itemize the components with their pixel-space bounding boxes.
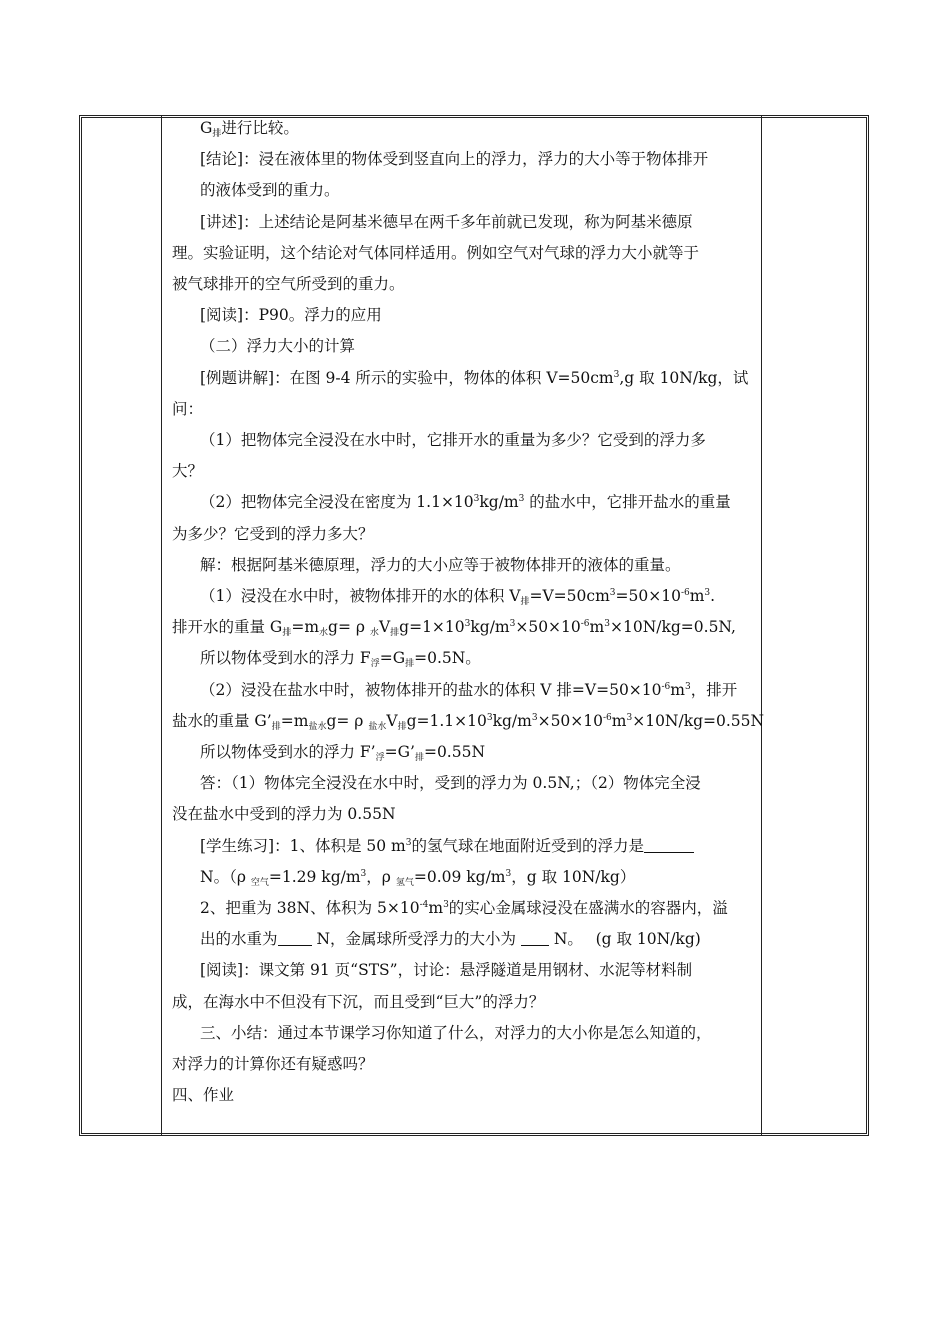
formula-line: 所以物体受到水的浮力 $F_浮=G_排=0.5N$。 bbox=[200, 649, 481, 670]
text-line: 对浮力的计算你还有疑惑吗？ bbox=[172, 1055, 374, 1074]
text-line: 问： bbox=[172, 399, 204, 418]
solution-line: （2）浸没在盐水中时，被物体排开的盐水的体积 V 排$=V=50\times 10^{-6}m^3$，排开 bbox=[200, 680, 738, 699]
formula-line: 排开水的重量 $G_排=m_水g= \rho$ $_水V_排g=1\times 10^3kg/m^3\times 50\times 10^{-6}m^3\times 10N/kg=0.5N$, bbox=[172, 618, 736, 639]
example-line: [例题讲解]：在图 9-4 所示的实验中，物体的体积 $V=50cm^3,g$ 取 10N/kg，试 bbox=[200, 368, 749, 387]
exercise-line: 出的水重为 N，金属球所受浮力的大小为 N。 (g 取 10N/kg) bbox=[200, 930, 701, 949]
formula-line: 盐水的重量 $G’_排=m_{盐水}g= \rho$ $_{盐水}V_排g=1.1\times 10^3kg/m^3\times 50\times 10^{-6}m^3\times 10N/kg=0.55N$ bbox=[172, 711, 765, 732]
reading-line: [阅读]：课文第 91 页“STS”，讨论：悬浮隧道是用钢材、水泥等材料制 bbox=[200, 961, 693, 980]
reading-line: [阅读]：P90。浮力的应用 bbox=[200, 306, 382, 325]
answer-blank bbox=[521, 931, 549, 946]
text-line: 的液体受到的重力。 bbox=[200, 181, 340, 200]
section-heading: （二）浮力大小的计算 bbox=[200, 337, 356, 356]
solution-line: 解：根据阿基米德原理，浮力的大小应等于被物体排开的液体的重量。 bbox=[200, 555, 681, 574]
exercise-line: 2、把重为 38N、体积为 $5\times 10^{-4}m^3$的实心金属球浸没在盛满水的容器内，溢 bbox=[200, 899, 728, 918]
text-line: 成，在海水中不但没有下沉，而且受到“巨大”的浮力？ bbox=[172, 992, 545, 1011]
exercise-line: [学生练习]：1、体积是 50 $m^3$的氢气球在地面附近受到的浮力是 bbox=[172, 831, 756, 862]
exercise-line: N。（ρ $_{空气}$=1.29 $kg/m^3$，ρ $_{氢气}$=0.09 $kg/m^3$，g 取 10N/kg） bbox=[200, 867, 636, 888]
answer-line: 答：（1）物体完全浸没在水中时，受到的浮力为 0.5N,；（2）物体完全浸 bbox=[200, 774, 701, 793]
text-line: 被气球排开的空气所受到的重力。 bbox=[172, 275, 405, 294]
summary-line: 三、小结：通过本节课学习你知道了什么，对浮力的大小你是怎么知道的， bbox=[200, 1023, 712, 1042]
question-line: （1）把物体完全浸没在水中时，它排开水的重量为多少？它受到的浮力多 bbox=[200, 431, 706, 450]
narration-line: [讲述]：上述结论是阿基米德早在两千多年前就已发现，称为阿基米德原 bbox=[200, 212, 693, 231]
homework-heading: 四、作业 bbox=[172, 1086, 235, 1105]
text-line: $G_排$进行比较。 bbox=[200, 119, 299, 139]
text-line: 理。实验证明，这个结论对气体同样适用。例如空气对气球的浮力大小就等于 bbox=[172, 243, 700, 262]
answer-blank bbox=[278, 931, 312, 946]
question-line: （2）把物体完全浸没在密度为 $1.1\times 10^3kg/m^3$ 的盐水中，它排开盐水的重量 bbox=[200, 493, 731, 512]
text-line: 为多少？它受到的浮力多大？ bbox=[172, 524, 374, 543]
table-divider-right bbox=[761, 115, 762, 1136]
solution-line: （1）浸没在水中时，被物体排开的水的体积 $V_排=V=50cm^3=50\times 10^{-6}m^3$. bbox=[200, 587, 716, 608]
text-line: 没在盐水中受到的浮力为 0.55N bbox=[172, 805, 396, 824]
text-line: 大？ bbox=[172, 462, 204, 481]
formula-line: 所以物体受到水的浮力 $F’_浮=G’_排=0.55N$ bbox=[200, 743, 486, 764]
answer-blank bbox=[644, 838, 694, 853]
table-divider-left bbox=[161, 115, 162, 1136]
conclusion-line: [结论]：浸在液体里的物体受到竖直向上的浮力，浮力的大小等于物体排开 bbox=[200, 150, 709, 169]
lesson-content-cell bbox=[172, 113, 765, 1112]
